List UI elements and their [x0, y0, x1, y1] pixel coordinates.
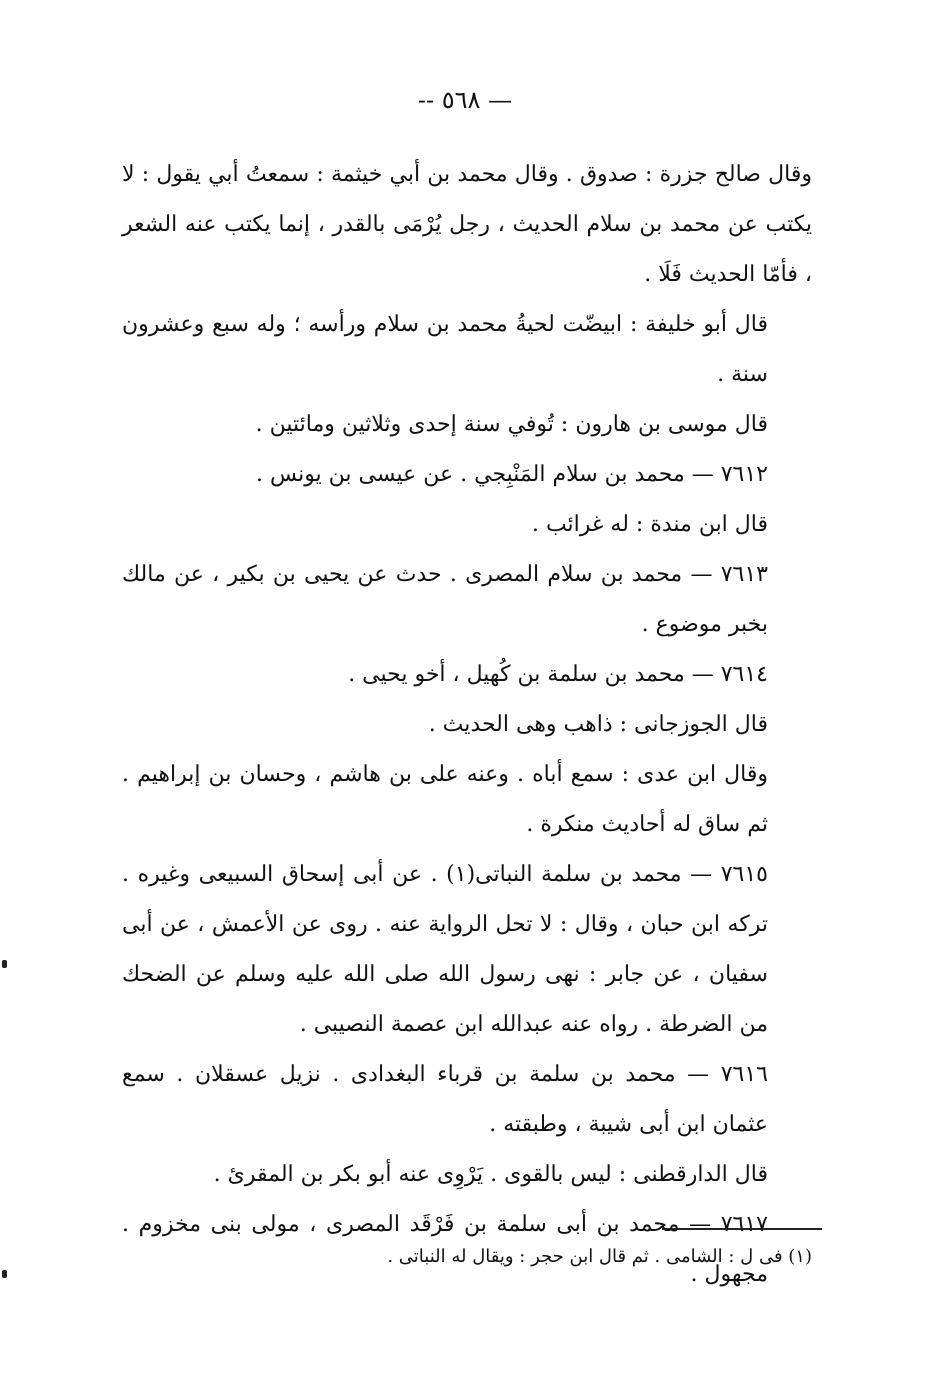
- paragraph-daraqutni: قال الدارقطنى : ليس بالقوى . يَرْوِى عنه أبو بكر بن المقرئ .: [213, 1162, 768, 1187]
- scan-speck: [2, 960, 7, 968]
- entry-7612: ٧٦١٢ — محمد بن سلام المَنْبِجي . عن عيسى بن يونس .: [256, 462, 768, 487]
- paragraph-ibn-mandah: قال ابن مندة : له غرائب .: [531, 512, 768, 537]
- entry-7617: ٧٦١٧ — محمد بن أبى سلمة بن فَرْقَد المصرى ، مولى بنى مخزوم . مجهول .: [122, 1212, 768, 1287]
- paragraph-musa-bin-harun: قال موسى بن هارون : تُوفي سنة إحدى وثلاثين ومائتين .: [255, 412, 768, 437]
- paragraph-intro: وقال صالح جزرة : صدوق . وقال محمد بن أبي خيثمة : سمعتُ أبي يقول : لا يكتب عن محمد بن سلام الحديث ، رجل يُرْمَى بالقدر ، إنما يكتب عنه الشعر ، فأمّا الحديث فَلَا .: [122, 162, 813, 287]
- page-number: — ٥٦٨ --: [417, 86, 513, 114]
- entry-7616: ٧٦١٦ — محمد بن سلمة بن قرباء البغدادى . نزيل عسقلان . سمع عثمان ابن أبى شيبة ، وطبقته .: [122, 1062, 768, 1137]
- entry-7613: ٧٦١٣ — محمد بن سلام المصرى . حدث عن يحيى بن بكير ، عن مالك بخبر موضوع .: [122, 562, 768, 637]
- entry-7614: ٧٦١٤ — محمد بن سلمة بن كُهيل ، أخو يحيى .: [348, 662, 768, 687]
- footnote-divider: [662, 1228, 822, 1230]
- paragraph-jawzajani: قال الجوزجانى : ذاهب وهى الحديث .: [428, 712, 768, 737]
- scan-speck: [2, 1270, 7, 1278]
- entry-7615: ٧٦١٥ — محمد بن سلمة النباتى(١) . عن أبى إسحاق السبيعى وغيره . تركه ابن حبان ، وقال : لا تحل الرواية عنه . روى عن الأعمش ، عن أبى سفيان ، عن جابر : نهى رسول الله صلى الله عليه وسلم عن الضحك من الضرطة . رواه عنه عبدالله ابن عصمة النصيبى .: [122, 862, 768, 1037]
- paragraph-abu-khalifa: قال أبو خليفة : ابيضّت لحيةُ محمد بن سلام ورأسه ؛ وله سبع وعشرون سنة .: [122, 312, 768, 387]
- paragraph-ibn-adi: وقال ابن عدى : سمع أباه . وعنه على بن هاشم ، وحسان بن إبراهيم . ثم ساق له أحاديث منكرة .: [122, 762, 768, 837]
- main-text: [122, 150, 812, 1300]
- footnote: (١) فى ل : الشامى . ثم قال ابن حجر : ويقال له النباتى .: [387, 1246, 812, 1267]
